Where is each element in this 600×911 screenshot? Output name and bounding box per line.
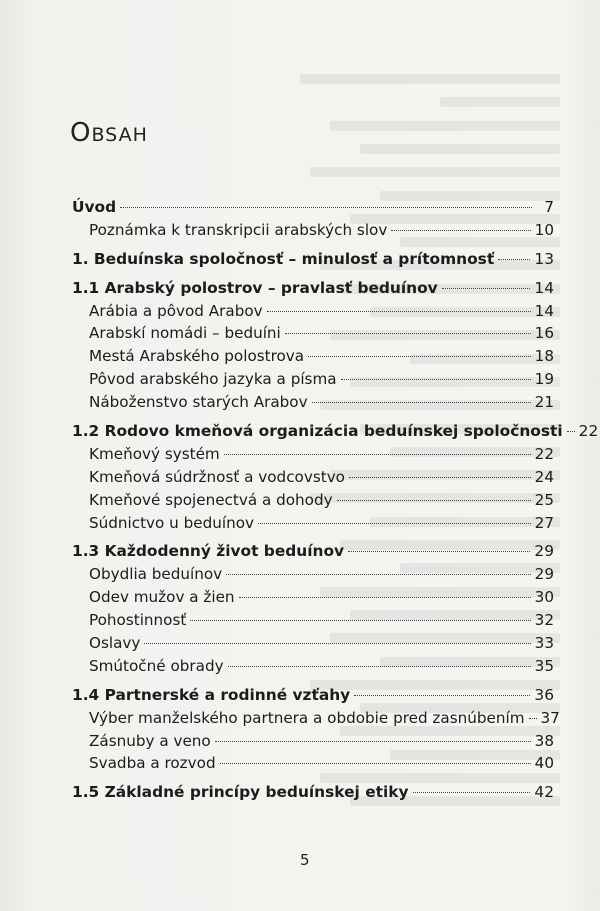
toc-entry-label: Smútočné obrady [89, 656, 224, 675]
toc-entry-page: 18 [534, 347, 554, 366]
dot-leader [341, 379, 531, 380]
toc-entry-label: Svadba a rozvod [89, 754, 216, 773]
toc-entry-label: 1.2 Rodovo kmeňová organizácia beduínskej spoločnosti [72, 422, 563, 441]
toc-subentry [72, 655, 554, 678]
toc-entry-page: 7 [544, 198, 554, 216]
toc-entry-page: 16 [534, 324, 554, 343]
toc-entry-label: 1.3 Každodenný život beduínov [72, 542, 345, 561]
toc-entry-page: 33 [534, 634, 554, 653]
dot-leader [228, 666, 531, 667]
toc-entry-label: Zásnuby a veno [89, 731, 211, 750]
toc-subentry [72, 730, 554, 753]
toc-subentry [72, 707, 560, 730]
toc-subentry [72, 219, 554, 242]
toc-subentry [72, 443, 554, 466]
toc-entry-page: 14 [534, 301, 554, 320]
dot-leader [308, 356, 531, 357]
dot-leader [220, 763, 531, 764]
dot-leader [239, 597, 531, 598]
dot-leader [226, 574, 530, 575]
dot-leader [413, 792, 531, 793]
toc-entry-label: Kmeňové spojenectvá a dohody [89, 490, 333, 509]
dot-leader [348, 551, 530, 552]
toc-subentry [72, 322, 554, 345]
dot-leader [190, 620, 530, 621]
toc-subentry [72, 300, 554, 323]
dot-leader [567, 431, 575, 432]
toc-entry-page: 32 [534, 611, 554, 630]
dot-leader [267, 311, 531, 312]
toc-subentry [72, 391, 554, 414]
toc-entry-label: Súdnictvo u beduínov [89, 513, 254, 532]
toc-entry-page: 22 [578, 422, 599, 441]
page-title [70, 118, 148, 148]
toc-subentry [72, 466, 554, 489]
toc-subentry [72, 752, 554, 775]
toc-entry-label: Výber manželského partnera a obdobie pred zasnúbením [89, 708, 525, 727]
toc-entry-label: Arabskí nomádi – beduíni [89, 324, 281, 343]
toc-entry-label: Pohostinnosť [89, 611, 187, 630]
toc-entry-page: 24 [534, 467, 554, 486]
toc-entry-page: 29 [534, 542, 554, 561]
toc-section-entry [72, 420, 599, 443]
title-initial: O [70, 118, 92, 148]
toc-entry-label: Oslavy [89, 634, 141, 653]
dot-leader [215, 741, 531, 742]
dot-leader [354, 695, 530, 696]
toc-entry-page: 29 [534, 565, 554, 584]
toc-entry-page: 38 [534, 731, 554, 750]
toc-entry-page: 14 [534, 278, 554, 297]
toc-entry-label: 1. Beduínska spoločnosť – minulosť a prítomnosť [72, 249, 495, 268]
toc-section-entry [72, 684, 554, 707]
toc-section-entry [72, 540, 554, 563]
toc-entry-label: Mestá Arabského polostrova [89, 347, 305, 366]
toc-entry-page: 30 [534, 588, 554, 607]
toc-section-entry [72, 781, 554, 804]
toc-entry-page: 13 [534, 249, 554, 268]
toc-entry-page: 25 [534, 490, 554, 509]
toc-entry-page: 40 [534, 754, 554, 773]
toc-subentry [72, 632, 554, 655]
toc-subentry [72, 609, 554, 632]
toc-entry-label: Poznámka k transkripcii arabských slov [89, 220, 388, 239]
toc-entry-page: 42 [534, 783, 554, 802]
toc-subentry [72, 368, 554, 391]
toc-entry-label: Odev mužov a žien [89, 588, 235, 607]
dot-leader [529, 718, 537, 719]
toc-subentry [72, 563, 554, 586]
dot-leader [312, 402, 531, 403]
toc-entry-label: Pôvod arabského jazyka a písma [89, 370, 337, 389]
dot-leader [498, 259, 530, 260]
dot-leader [349, 477, 531, 478]
toc-entry-label: Kmeňová súdržnosť a vodcovstvo [89, 467, 345, 486]
toc-entry-page: 10 [534, 220, 554, 239]
dot-leader [442, 288, 531, 289]
toc-subentry [72, 345, 554, 368]
dot-leader [285, 333, 531, 334]
toc-subentry [72, 489, 554, 512]
toc-entry-page: 19 [534, 370, 554, 389]
table-of-contents [72, 196, 599, 804]
toc-entry-label: 1.4 Partnerské a rodinné vzťahy [72, 685, 351, 704]
dot-leader [391, 230, 530, 231]
toc-entry-page: 37 [540, 708, 560, 727]
toc-section-entry [72, 277, 554, 300]
toc-entry-label: Úvod [72, 198, 117, 216]
dot-leader [224, 454, 531, 455]
toc-entry-label: Arábia a pôvod Arabov [89, 301, 263, 320]
toc-entry-page: 36 [534, 685, 554, 704]
toc-entry-page: 22 [534, 444, 554, 463]
toc-entry-page: 27 [534, 513, 554, 532]
toc-entry-page: 21 [534, 393, 554, 412]
title-rest: BSAH [91, 124, 148, 146]
toc-entry-label: Náboženstvo starých Arabov [89, 393, 308, 412]
toc-entry-label: 1.5 Základné princípy beduínskej etiky [72, 783, 409, 802]
dot-leader [120, 207, 532, 208]
toc-entry-page: 35 [534, 656, 554, 675]
toc-subentry [72, 512, 554, 535]
toc-section-entry [72, 196, 554, 219]
dot-leader [258, 523, 531, 524]
toc-entry-label: Kmeňový systém [89, 444, 220, 463]
dot-leader [144, 643, 530, 644]
dot-leader [337, 500, 531, 501]
toc-subentry [72, 586, 554, 609]
toc-section-entry [72, 248, 554, 271]
toc-entry-label: 1.1 Arabský polostrov – pravlasť beduínov [72, 278, 438, 297]
page-number: 5 [300, 851, 310, 869]
toc-entry-label: Obydlia beduínov [89, 565, 223, 584]
